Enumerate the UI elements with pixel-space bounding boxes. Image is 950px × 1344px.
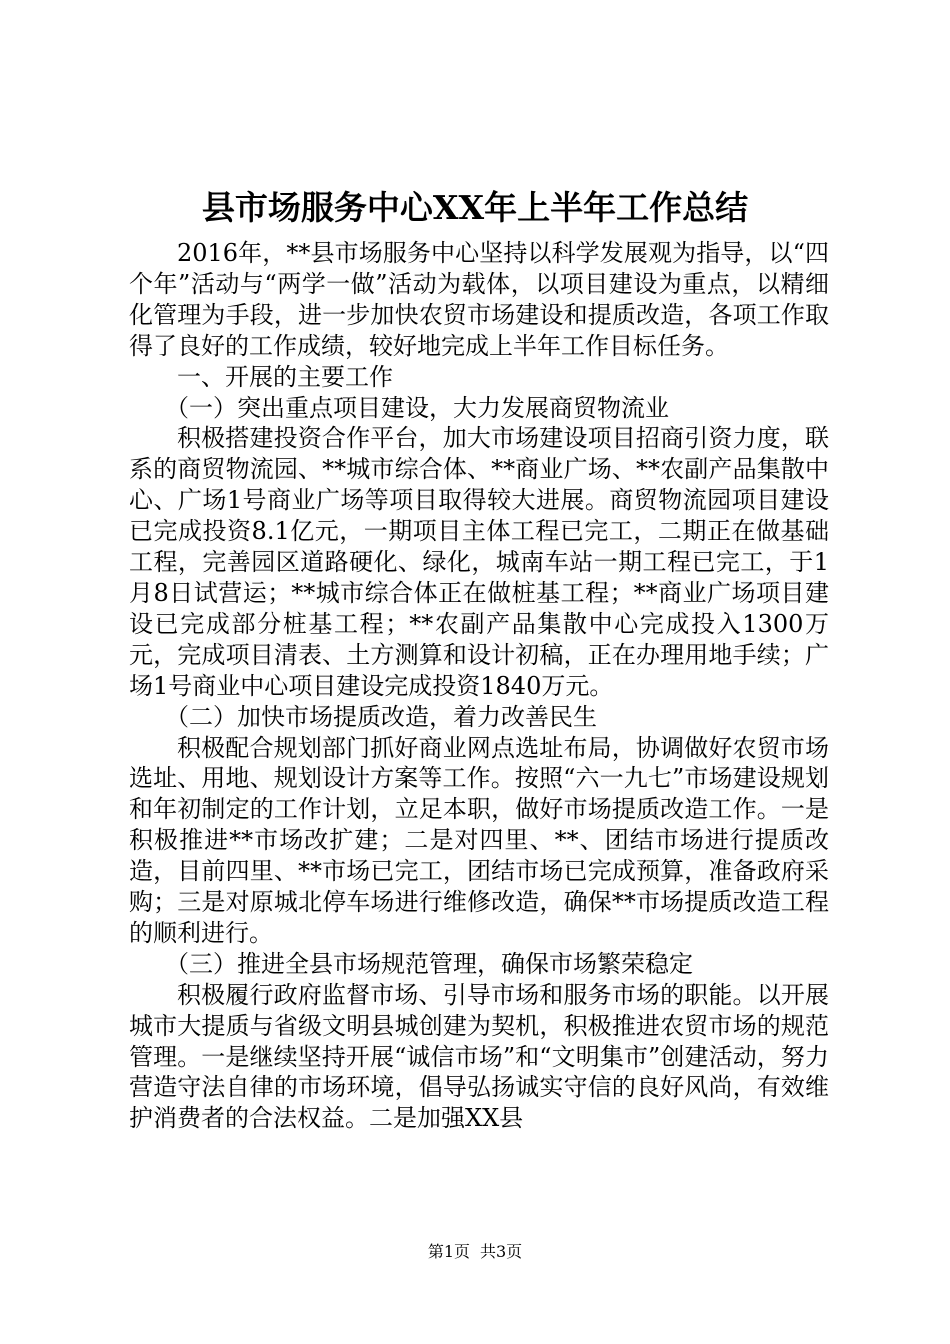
subsection-heading-3: （三）推进全县市场规范管理，确保市场繁荣稳定 [165, 949, 693, 978]
total-pages: 共3页 [480, 1242, 523, 1261]
document-body [129, 238, 829, 1134]
page-footer [0, 1240, 950, 1264]
subsection-2-paragraph: 积极配合规划部门抓好商业网点选址布局，协调做好农贸市场选址、用地、规划设计方案等工作。按照“六一九七”市场建设规划和年初制定的工作计划，立足本职，做好市场提质改造工作。一是积极推进**市场改扩建；二是对四里、**、团结市场进行提质改造，目前四里、**市场已完工，团结市场已完成预算，准备政府采购；三是对原城北停车场进行维修改造，确保**市场提质改造工程的顺利进行。 [129, 733, 829, 947]
section-heading-main-work: 一、开展的主要工作 [177, 362, 393, 391]
subsection-1-paragraph: 积极搭建投资合作平台，加大市场建设项目招商引资力度，联系的商贸物流园、**城市综合体、**商业广场、**农副产品集散中心、广场1号商业广场等项目取得较大进展。商贸物流园项目建设已完成投资8.1亿元，一期项目主体工程已完工，二期正在做基础工程，完善园区道路硬化、绿化，城南车站一期工程已完工，于1月8日试营运；**城市综合体正在做桩基工程；**商业广场项目建设已完成部分桩基工程；**农副产品集散中心完成投入1300万元，完成项目清表、土方测算和设计初稿，正在办理用地手续；广场1号商业中心项目建设完成投资1840万元。 [129, 424, 829, 700]
subsection-3-paragraph: 积极履行政府监督市场、引导市场和服务市场的职能。以开展城市大提质与省级文明县城创建为契机，积极推进农贸市场的规范管理。一是继续坚持开展“诚信市场”和“文明集市”创建活动，努力营造守法自律的市场环境，倡导弘扬诚实守信的良好风尚，有效维护消费者的合法权益。二是加强XX县 [129, 980, 829, 1133]
page-number: 第1页 [427, 1242, 470, 1261]
subsection-heading-2: （二）加快市场提质改造，着力改善民生 [165, 702, 597, 731]
intro-paragraph: 2016年，**县市场服务中心坚持以科学发展观为指导，以“四个年”活动与“两学一做”活动为载体，以项目建设为重点，以精细化管理为手段，进一步加快农贸市场建设和提质改造，各项工作取得了良好的工作成绩，较好地完成上半年工作目标任务。 [129, 239, 829, 360]
document-title: 县市场服务中心XX年上半年工作总结 [201, 188, 749, 227]
subsection-heading-1: （一）突出重点项目建设，大力发展商贸物流业 [165, 393, 669, 422]
